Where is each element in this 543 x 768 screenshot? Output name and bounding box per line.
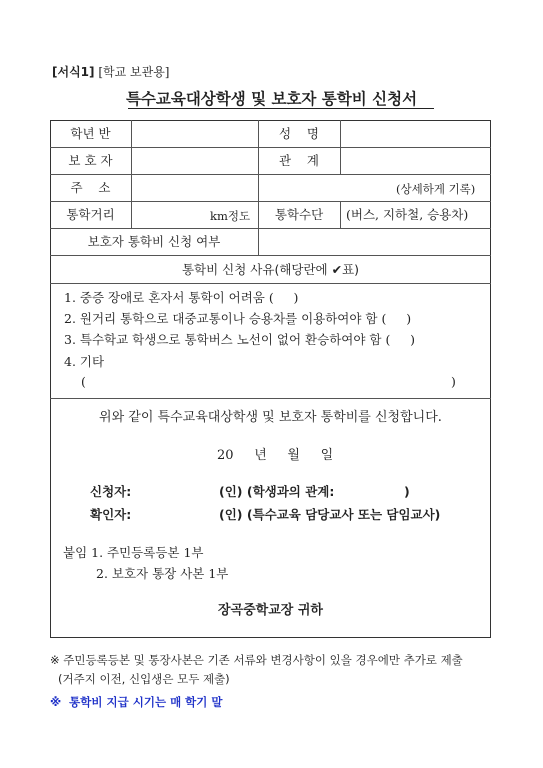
grade-class-label: 학년 반 <box>70 126 111 141</box>
attachment-item-2: 2. 보호자 통장 사본 1부 <box>96 566 229 581</box>
reason-item-3[interactable]: 3. 특수학교 학생으로 통학버스 노선이 없어 환승하여야 함 ( ) <box>64 332 416 347</box>
other-paren-close: ) <box>451 374 456 389</box>
guardian-field[interactable] <box>132 148 258 174</box>
other-reason-field[interactable] <box>90 372 450 390</box>
verifier-label: 확인자: <box>90 507 132 522</box>
title-underline <box>128 108 434 109</box>
reason-item-2[interactable]: 2. 원거리 통학으로 대중교통이나 승용차를 이용하여야 함 ( ) <box>64 311 412 326</box>
reasons-heading: 통학비 신청 사유(해당란에 ✔표) <box>181 262 360 277</box>
name-label: 성 명 <box>278 126 320 141</box>
row-divider <box>50 255 491 256</box>
addressee: 장곡중학교장 귀하 <box>218 603 323 618</box>
distance-unit: km정도 <box>210 209 251 223</box>
verifier-seal[interactable]: (인) (특수교육 담당교사 또는 담임교사) <box>219 507 441 522</box>
form-label <box>52 63 169 80</box>
note-payment-timing: ※ 통학비 지급 시기는 매 학기 말 <box>50 695 223 709</box>
date-line[interactable]: 20 년 월 일 <box>217 448 334 463</box>
note-documents-continued: (거주지 이전, 신입생은 모두 제출) <box>58 672 230 686</box>
declaration-statement: 위와 같이 특수교육대상학생 및 보호자 통학비를 신청합니다. <box>99 410 442 425</box>
name-field[interactable] <box>341 121 490 147</box>
relation-label: 관 계 <box>278 153 320 168</box>
guardian-apply-field[interactable] <box>259 229 490 255</box>
form-usage: [학교 보관용] <box>98 65 170 79</box>
attachment-item-1: 붙임 1. 주민등록등본 1부 <box>63 545 204 560</box>
guardian-label: 보 호 자 <box>68 153 113 168</box>
address-label: 주 소 <box>70 180 111 195</box>
applicant-seal[interactable]: (인) (학생과의 관계: ) <box>219 484 410 499</box>
row-divider <box>50 283 491 284</box>
address-hint: (상세하게 기록) <box>396 182 476 196</box>
relation-field[interactable] <box>341 148 490 174</box>
row-divider <box>50 201 491 202</box>
other-paren-open: ( <box>81 374 86 389</box>
transport-options: (버스, 지하철, 승용차) <box>346 207 469 222</box>
note-documents: ※ 주민등록등본 및 통장사본은 기존 서류와 변경사항이 있을 경우에만 추가로 제출 <box>50 653 463 667</box>
col-divider <box>340 201 341 228</box>
form-number: [서식1] <box>52 65 95 79</box>
guardian-apply-label: 보호자 통학비 신청 여부 <box>87 234 221 249</box>
reason-item-4: 4. 기타 <box>64 354 105 369</box>
reason-item-1[interactable]: 1. 중증 장애로 혼자서 통학이 어려움 ( ) <box>64 290 299 305</box>
document-title: 특수교육대상학생 및 보호자 통학비 신청서 <box>125 90 418 108</box>
transport-label: 통학수단 <box>274 207 324 222</box>
row-divider <box>50 398 491 399</box>
applicant-label: 신청자: <box>90 484 132 499</box>
grade-class-field[interactable] <box>132 121 258 147</box>
distance-label: 통학거리 <box>66 207 115 222</box>
